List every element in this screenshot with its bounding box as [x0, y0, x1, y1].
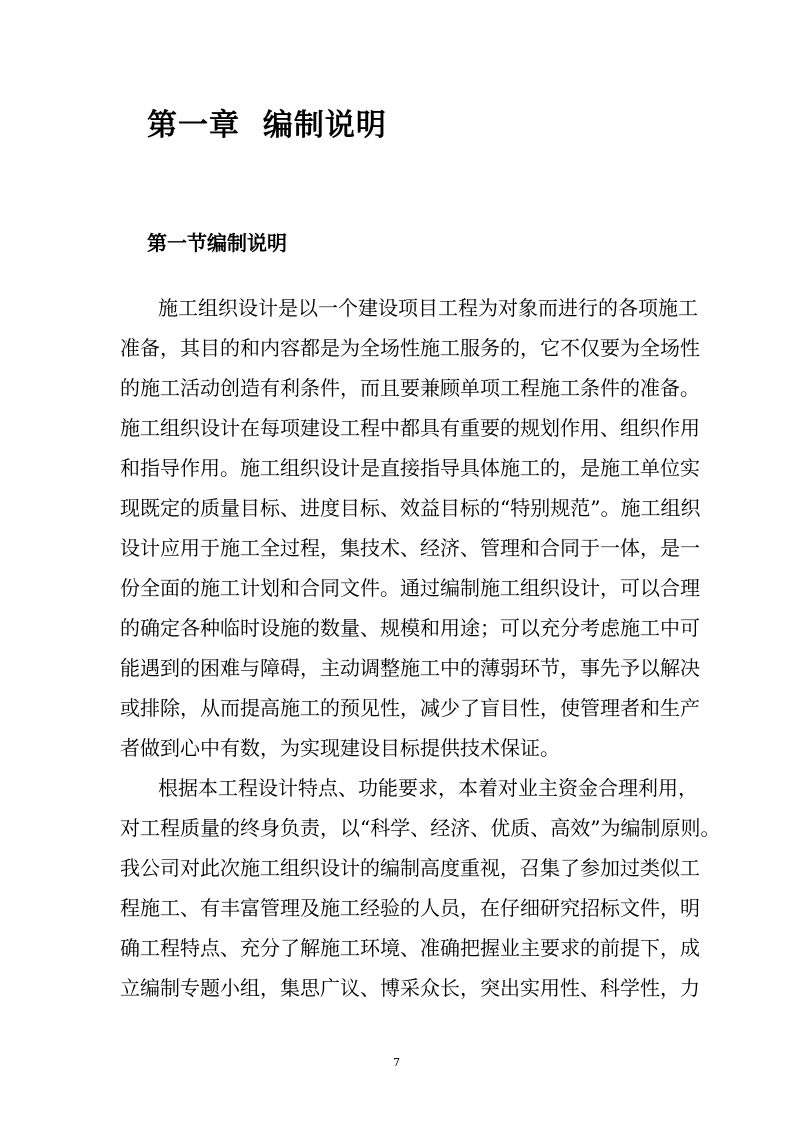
text-line: 根据本工程设计特点、功能要求，本着对业主资金合理利用， — [158, 776, 698, 800]
text-line: 设计应用于施工全过程，集技术、经济、管理和合同于一体，是一 — [120, 536, 700, 560]
paragraph — [120, 294, 701, 774]
body-text — [120, 294, 721, 1014]
text-line: 现既定的质量目标、进度目标、效益目标的“特别规范”。施工组织 — [120, 496, 701, 520]
text-line: 者做到心中有数，为实现建设目标提供技术保证。 — [120, 736, 560, 760]
text-line: 立编制专题小组，集思广议、博采众长，突出实用性、科学性，力 — [120, 976, 700, 1000]
text-line: 程施工、有丰富管理及施工经验的人员，在仔细研究招标文件，明 — [120, 896, 700, 920]
page-number: 7 — [393, 1056, 400, 1069]
text-line: 施工组织设计是以一个建设项目工程为对象而进行的各项施工 — [158, 296, 698, 320]
text-line: 的施工活动创造有利条件，而且要兼顾单项工程施工条件的准备。 — [120, 376, 700, 400]
section-title: 第一节编制说明 — [147, 231, 287, 255]
text-line: 和指导作用。施工组织设计是直接指导具体施工的，是施工单位实 — [120, 456, 700, 480]
chapter-title: 第一章 编制说明 — [147, 108, 387, 143]
text-line: 准备，其目的和内容都是为全场性施工服务的，它不仅要为全场性 — [120, 336, 700, 360]
text-line: 的确定各种临时设施的数量、规模和用途；可以充分考虑施工中可 — [120, 616, 700, 640]
text-line: 份全面的施工计划和合同文件。通过编制施工组织设计，可以合理 — [120, 576, 700, 600]
text-line: 对工程质量的终身负责，以“科学、经济、优质、高效”为编制原则。 — [120, 816, 721, 840]
paragraph — [120, 774, 721, 1014]
text-line: 我公司对此次施工组织设计的编制高度重视，召集了参加过类似工 — [120, 856, 700, 880]
text-line: 能遇到的困难与障碍，主动调整施工中的薄弱环节，事先予以解决 — [120, 656, 700, 680]
text-line: 施工组织设计在每项建设工程中都具有重要的规划作用、组织作用 — [120, 416, 700, 440]
text-line: 或排除，从而提高施工的预见性，减少了盲目性，使管理者和生产 — [120, 696, 700, 720]
text-line: 确工程特点、充分了解施工环境、准确把握业主要求的前提下，成 — [120, 936, 700, 960]
